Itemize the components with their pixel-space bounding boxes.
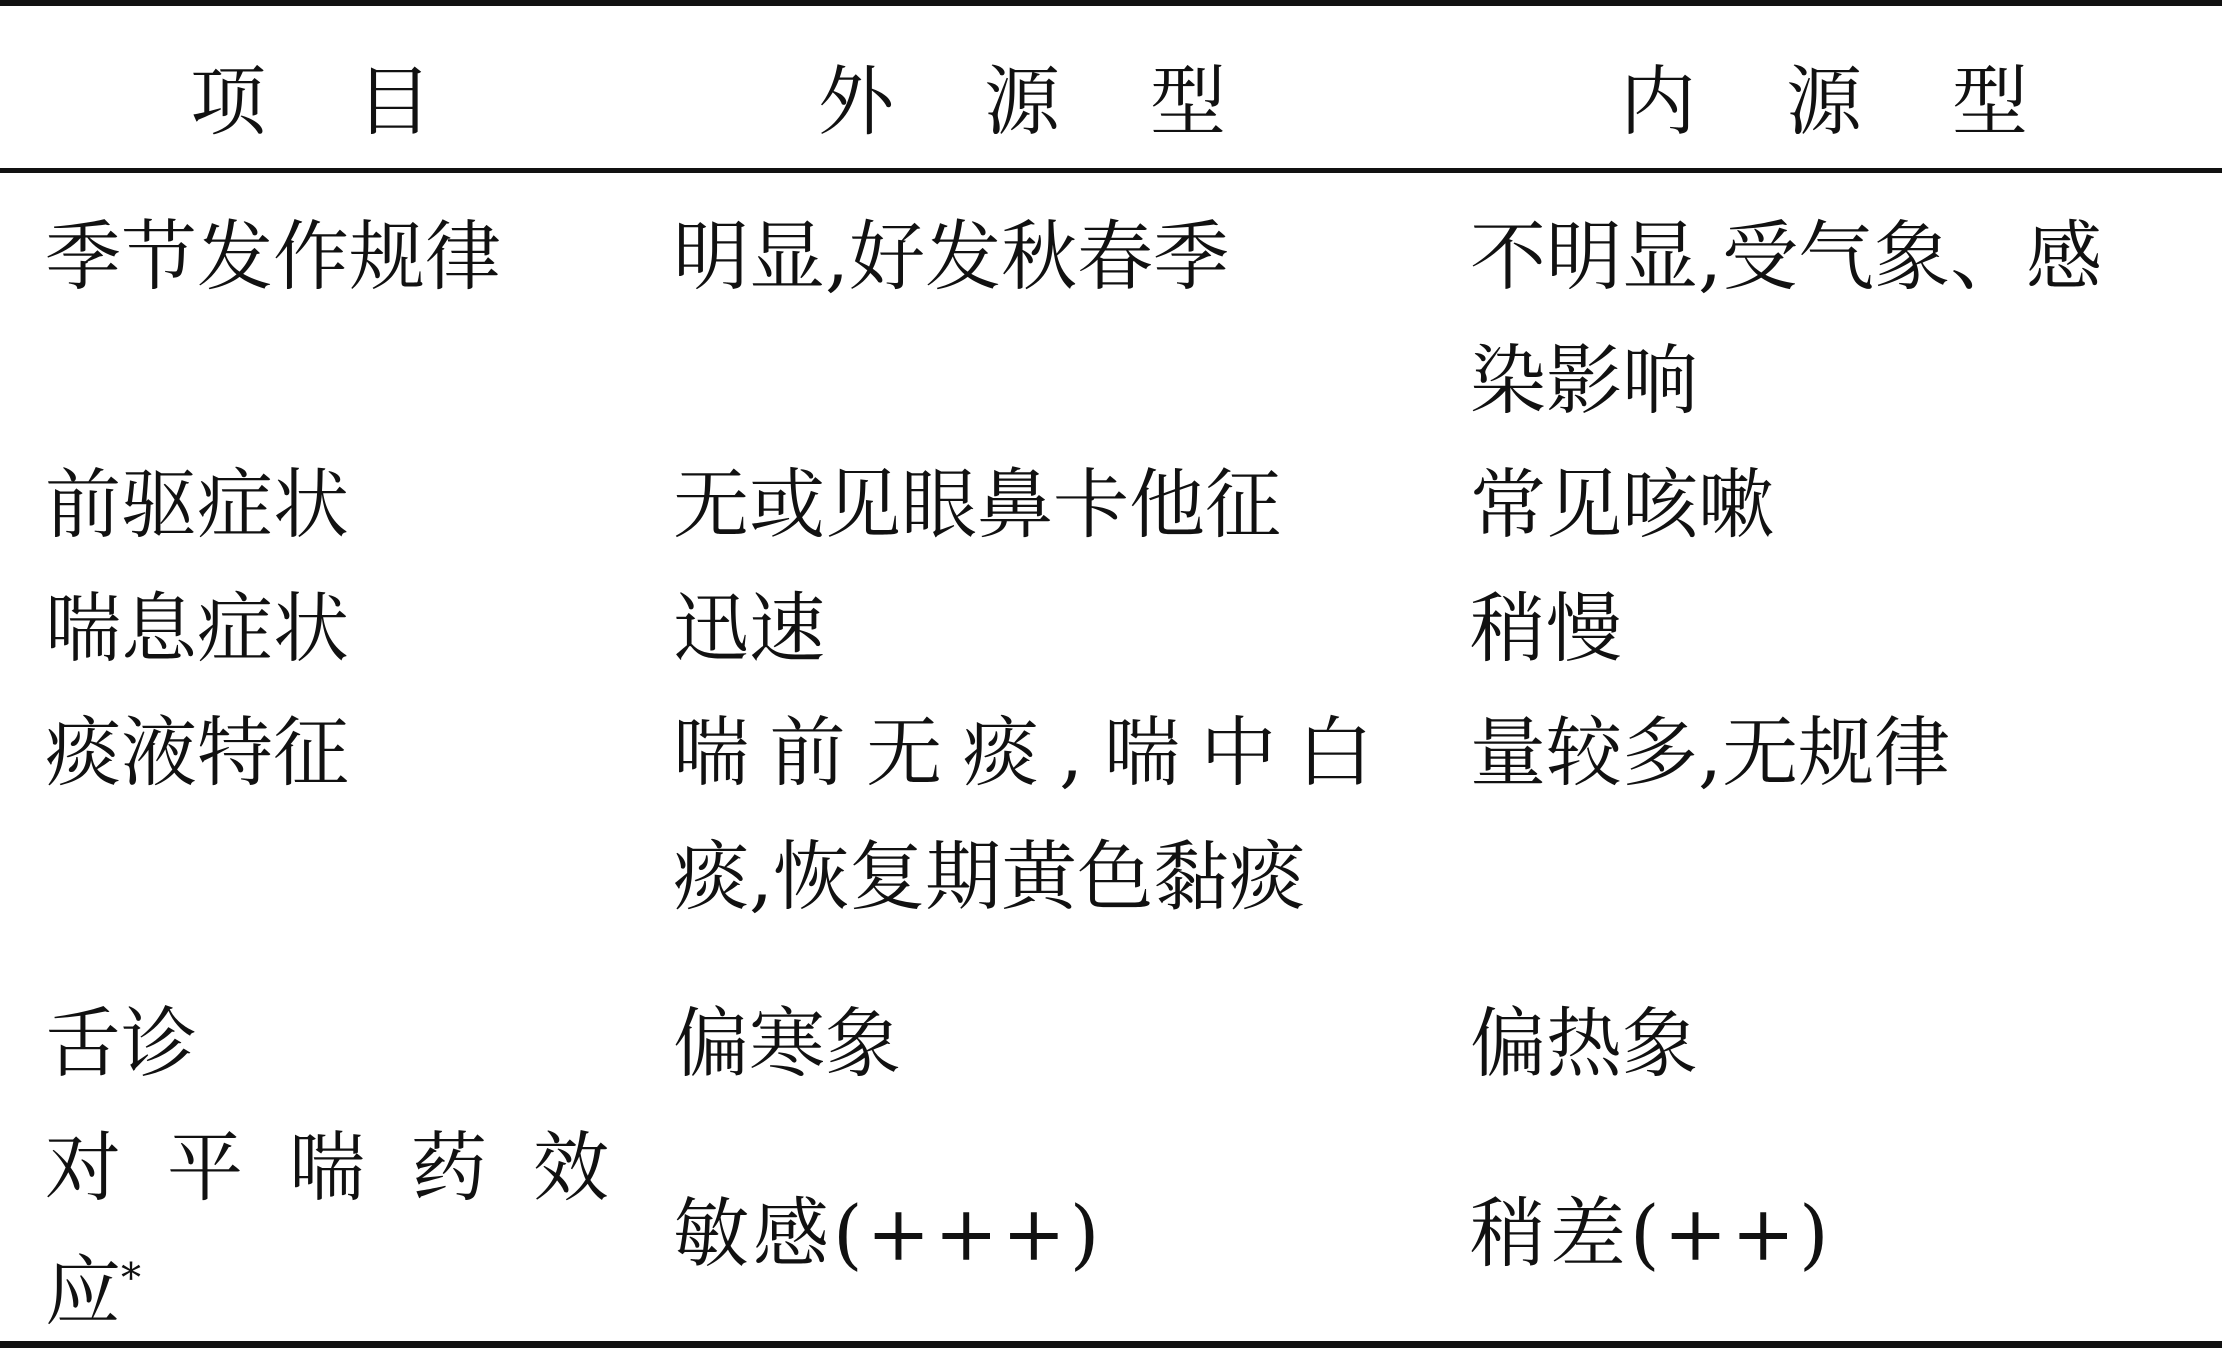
row-endogenous-seasonal-pattern-line1: 不明显,受气象、感 (1470, 212, 2103, 301)
row-item-bronchodilator-response-line2 (45, 1230, 141, 1354)
footnote-asterisk: * (121, 1255, 141, 1302)
row-item-sputum-features: 痰液特征 (45, 708, 349, 797)
row-item-seasonal-pattern: 季节发作规律 (45, 212, 501, 301)
row-item-bronchodilator-response-char: 应 (45, 1247, 121, 1336)
row-item-wheezing-symptoms: 喘息症状 (45, 584, 349, 673)
row-endogenous-sputum-features: 量较多,无规律 (1470, 708, 1951, 797)
table-bottom-rule (0, 1341, 2222, 1348)
row-exogenous-prodromal-symptoms: 无或见眼鼻卡他征 (673, 460, 1281, 549)
row-exogenous-bronchodilator-response: 敏感(+++) (673, 1189, 1104, 1278)
row-exogenous-tongue-diagnosis: 偏寒象 (673, 999, 901, 1088)
row-item-prodromal-symptoms: 前驱症状 (45, 460, 349, 549)
header-exogenous: 外源型 (818, 57, 1316, 146)
header-endogenous: 内源型 (1620, 57, 2118, 146)
row-exogenous-seasonal-pattern: 明显,好发秋春季 (673, 212, 1230, 301)
row-endogenous-bronchodilator-response: 稍差(++) (1470, 1189, 1833, 1278)
row-endogenous-wheezing-symptoms: 稍慢 (1470, 584, 1622, 673)
row-item-tongue-diagnosis: 舌诊 (45, 999, 197, 1088)
row-exogenous-sputum-features-line1: 喘前无痰,喘中白 (673, 708, 1373, 797)
row-endogenous-tongue-diagnosis: 偏热象 (1470, 999, 1698, 1088)
header-item: 项目 (190, 57, 522, 146)
row-exogenous-wheezing-symptoms: 迅速 (673, 584, 825, 673)
row-exogenous-sputum-features-line2: 痰,恢复期黄色黏痰 (673, 832, 1306, 921)
row-endogenous-seasonal-pattern-line2: 染影响 (1470, 336, 1698, 425)
table-header-rule (0, 168, 2222, 173)
table-top-rule (0, 0, 2222, 6)
row-item-bronchodilator-response-line1: 对平喘药效 (45, 1123, 655, 1212)
row-endogenous-prodromal-symptoms: 常见咳嗽 (1470, 460, 1774, 549)
